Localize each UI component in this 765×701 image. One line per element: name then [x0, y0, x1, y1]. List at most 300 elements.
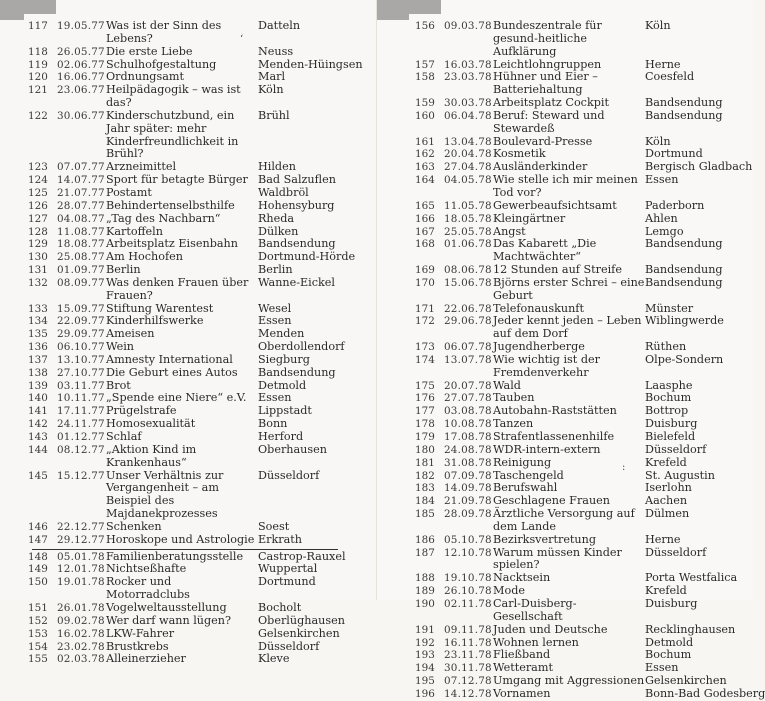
- episode-title: Bundeszentrale für gesund-heitliche Aufklärung: [493, 19, 602, 58]
- episode-location: Ahlen: [645, 211, 678, 225]
- episode-title: Mode: [493, 584, 525, 598]
- episode-date: 27.04.78: [444, 161, 492, 174]
- episode-location: Wanne-Eickel: [258, 275, 335, 289]
- episode-date: 29.09.77: [57, 328, 105, 341]
- episode-location: Dortmund: [645, 147, 703, 161]
- episode-date: 30.03.78: [444, 97, 492, 110]
- episode-number: 160: [415, 109, 435, 122]
- left-page: [0, 0, 377, 666]
- episode-date: 18.05.78: [444, 212, 492, 225]
- episode-location: Iserlohn: [645, 481, 692, 495]
- episode-date: 08.09.77: [57, 276, 105, 289]
- episode-title: Arbeitsplatz Eisenbahn: [106, 237, 238, 251]
- episode-date: 23.11.78: [444, 649, 492, 662]
- episode-location: Köln: [258, 83, 284, 97]
- episode-location: Herford: [258, 430, 304, 443]
- episode-date: 13.10.77: [57, 353, 105, 366]
- episode-title: Kosmetik: [493, 147, 546, 161]
- episode-location: Soest: [258, 519, 290, 533]
- episode-title: 12 Stunden auf Streife: [493, 263, 622, 277]
- episode-number: 176: [415, 392, 435, 405]
- episode-row: [415, 649, 735, 662]
- episode-number: 124: [28, 174, 48, 187]
- episode-title: Geschlagene Frauen: [493, 494, 610, 508]
- episode-number: 133: [28, 302, 48, 315]
- episode-number: 180: [415, 443, 435, 456]
- episode-date: 23.03.78: [444, 71, 492, 84]
- episode-location: Köln: [645, 134, 671, 148]
- episode-location: Essen: [645, 661, 679, 675]
- episode-location: Castrop-Rauxel: [258, 549, 346, 563]
- episode-location: Dülken: [258, 224, 299, 238]
- episode-title: Tanzen: [493, 417, 534, 431]
- episode-title: Berufswahl: [493, 481, 558, 495]
- episode-group-1978-cont: [415, 19, 765, 701]
- episode-date: 19.01.78: [57, 576, 105, 589]
- episode-number: 174: [415, 353, 435, 366]
- episode-row: [28, 20, 346, 46]
- episode-row: [28, 354, 346, 367]
- episode-date: 20.07.78: [444, 379, 492, 392]
- episode-title: Postamt: [106, 185, 152, 199]
- episode-date: 07.07.77: [57, 161, 105, 174]
- episode-number: 159: [415, 97, 435, 110]
- episode-row: [28, 213, 346, 226]
- episode-date: 27.10.77: [57, 366, 105, 379]
- episode-list-right: [415, 19, 765, 701]
- episode-title: Schlaf: [106, 430, 142, 443]
- episode-date: 26.10.78: [444, 585, 492, 598]
- episode-title: LKW-Fahrer: [106, 626, 175, 640]
- episode-title: Amnesty International: [106, 352, 233, 366]
- right-page: [377, 0, 765, 700]
- episode-date: 23.02.78: [57, 640, 105, 653]
- episode-number: 153: [28, 627, 48, 640]
- episode-row: [415, 110, 735, 136]
- episode-location: Bandsendung: [645, 237, 723, 251]
- episode-row: [415, 675, 735, 688]
- episode-location: Köln: [645, 19, 671, 32]
- episode-title: Unser Verhältnis zur Vergangenheit – am Beispiel des Majdanekprozesses: [106, 468, 224, 521]
- episode-date: 18.08.77: [57, 238, 105, 251]
- episode-number: 179: [415, 431, 435, 443]
- episode-location: Oberlüghausen: [258, 613, 345, 627]
- episode-location: Berlin: [258, 263, 293, 277]
- episode-location: Laasphe: [645, 378, 693, 392]
- episode-number: 185: [415, 508, 435, 521]
- episode-date: 15.09.77: [57, 302, 105, 315]
- episode-title: Boulevard-Presse: [493, 134, 593, 148]
- page-corner-tab: [377, 0, 441, 14]
- episode-row: [28, 470, 346, 521]
- episode-date: 21.07.77: [57, 186, 105, 199]
- episode-row: [28, 602, 346, 615]
- episode-location: Bandsendung: [645, 275, 723, 289]
- episode-number: 129: [28, 238, 48, 251]
- episode-location: Rheda: [258, 211, 295, 225]
- episode-title: Kinderschutzbund, ein Jahr später: mehr Kinderfreundlichkeit in Brühl?: [106, 108, 239, 161]
- episode-date: 16.03.78: [444, 58, 492, 71]
- episode-date: 05.01.78: [57, 550, 105, 563]
- episode-title: Am Hochofen: [106, 250, 183, 264]
- episode-title: Autobahn-Raststätten: [493, 404, 617, 418]
- episode-date: 29.06.78: [444, 315, 492, 328]
- episode-number: 117: [28, 20, 48, 32]
- episode-location: Bonn-Bad Godesberg: [645, 686, 765, 700]
- episode-row: [415, 97, 735, 110]
- episode-title: Beruf: Steward und Stewardeß: [493, 108, 605, 135]
- episode-date: 22.12.77: [57, 520, 105, 533]
- episode-date: 22.06.78: [444, 302, 492, 315]
- episode-title: Wein: [106, 340, 134, 354]
- episode-row: [415, 200, 735, 213]
- episode-number: 163: [415, 161, 435, 174]
- episode-number: 144: [28, 443, 48, 456]
- episode-date: 07.12.78: [444, 675, 492, 688]
- episode-number: 151: [28, 601, 48, 614]
- episode-date: 26.05.77: [57, 45, 105, 58]
- episode-title: Telefonauskunft: [493, 301, 584, 315]
- episode-number: 141: [28, 405, 48, 418]
- episode-number: 171: [415, 302, 435, 315]
- episode-number: 136: [28, 341, 48, 354]
- episode-row: [415, 264, 735, 277]
- episode-title: Gewerbeaufsichtsamt: [493, 198, 617, 212]
- episode-row: [28, 444, 346, 470]
- episode-date: 02.03.78: [57, 653, 105, 666]
- episode-number: 165: [415, 199, 435, 212]
- episode-number: 169: [415, 264, 435, 277]
- episode-date: 16.11.78: [444, 636, 492, 649]
- episode-title: Arzneimittel: [106, 160, 177, 174]
- episode-number: 126: [28, 199, 48, 212]
- episode-title: Alleinerzieher: [106, 652, 186, 666]
- episode-date: 30.11.78: [444, 662, 492, 675]
- page-corner-tab: [0, 0, 56, 14]
- episode-number: 119: [28, 58, 48, 71]
- episode-location: Bocholt: [258, 600, 302, 614]
- episode-title: Reinigung: [493, 455, 552, 469]
- episode-number: 192: [415, 636, 435, 649]
- episode-date: 25.05.78: [444, 225, 492, 238]
- episode-number: 118: [28, 45, 48, 58]
- episode-location: Dortmund-Hörde: [258, 250, 356, 264]
- episode-number: 139: [28, 379, 48, 392]
- episode-date: 01.06.78: [444, 238, 492, 251]
- episode-row: [415, 174, 735, 200]
- episode-number: 164: [415, 174, 435, 187]
- scan-speck: ‘: [240, 34, 244, 45]
- episode-title: Stiftung Warentest: [106, 301, 214, 315]
- episode-date: 19.05.77: [57, 20, 105, 32]
- episode-location: Oberdollendorf: [258, 340, 345, 354]
- episode-number: 121: [28, 84, 48, 97]
- episode-row: [28, 110, 346, 161]
- episode-location: Kleve: [258, 652, 290, 666]
- episode-title: Wetteramt: [493, 661, 553, 675]
- episode-date: 03.08.78: [444, 405, 492, 418]
- episode-location: Dortmund: [258, 575, 316, 589]
- episode-location: Bad Salzuflen: [258, 173, 336, 187]
- episode-location: Bottrop: [645, 404, 689, 418]
- episode-location: Aachen: [645, 494, 688, 508]
- episode-title: Schulhofgestaltung: [106, 57, 217, 71]
- episode-row: [415, 354, 735, 380]
- episode-number: 189: [415, 585, 435, 598]
- episode-date: 14.07.77: [57, 174, 105, 187]
- episode-location: St. Augustin: [645, 468, 715, 482]
- episode-title: Carl-Duisberg-Gesellschaft: [493, 596, 577, 623]
- episode-date: 11.08.77: [57, 225, 105, 238]
- episode-location: Bandsendung: [258, 365, 336, 379]
- episode-number: 127: [28, 212, 48, 225]
- episode-number: 156: [415, 20, 435, 32]
- episode-group-1977: [28, 19, 363, 547]
- episode-location: Porta Westfalica: [645, 571, 738, 585]
- episode-title: Leichtlohngruppen: [493, 57, 602, 71]
- episode-title: Kleingärtner: [493, 211, 566, 225]
- episode-location: Bandsendung: [645, 108, 723, 122]
- episode-row: [28, 367, 346, 380]
- episode-title: Warum müssen Kinder spielen?: [493, 545, 622, 572]
- episode-date: 12.10.78: [444, 546, 492, 559]
- episode-title: „Aktion Kind im Krankenhaus“: [106, 442, 197, 469]
- page-corner-tab-step: [0, 14, 24, 20]
- episode-location: Waldbröl: [258, 185, 309, 199]
- episode-location: Duisburg: [645, 596, 698, 610]
- episode-title: Wer darf wann lügen?: [106, 613, 231, 627]
- episode-row: [415, 571, 738, 585]
- episode-number: 188: [415, 572, 435, 585]
- episode-date: 05.10.78: [444, 533, 492, 546]
- episode-title: Was ist der Sinn des Lebens?: [106, 19, 222, 45]
- episode-number: 157: [415, 58, 435, 71]
- episode-date: 10.08.78: [444, 418, 492, 431]
- episode-title: WDR-intern-extern: [493, 442, 601, 456]
- episode-number: 168: [415, 238, 435, 251]
- episode-row: [28, 431, 346, 444]
- episode-date: 25.08.77: [57, 251, 105, 264]
- episode-number: 138: [28, 366, 48, 379]
- episode-number: 158: [415, 71, 435, 84]
- episode-title: Wohnen lernen: [493, 635, 579, 649]
- episode-number: 186: [415, 533, 435, 546]
- episode-number: 161: [415, 135, 435, 148]
- episode-location: Rüthen: [645, 340, 687, 354]
- episode-number: 147: [28, 533, 48, 546]
- episode-title: Das Kabarett „Die Machtwächter“: [493, 237, 597, 264]
- episode-date: 10.11.77: [57, 392, 105, 405]
- episode-title: Prügelstrafe: [106, 404, 177, 418]
- episode-number: 166: [415, 212, 435, 225]
- episode-number: 173: [415, 341, 435, 354]
- episode-date: 21.09.78: [444, 495, 492, 508]
- episode-number: 152: [28, 614, 48, 627]
- episode-title: Juden und Deutsche: [493, 622, 608, 636]
- episode-location: Detmold: [645, 635, 694, 649]
- episode-title: Nacktsein: [493, 571, 551, 585]
- episode-location: Bielefeld: [645, 430, 696, 443]
- episode-location: Bandsendung: [645, 96, 723, 110]
- episode-date: 20.04.78: [444, 148, 492, 161]
- episode-row: [415, 213, 735, 226]
- episode-title: „Tag des Nachbarn“: [106, 211, 221, 225]
- episode-date: 11.05.78: [444, 199, 492, 212]
- episode-date: 09.11.78: [444, 623, 492, 636]
- episode-title: Schenken: [106, 519, 162, 533]
- episode-date: 14.12.78: [444, 687, 492, 700]
- episode-date: 17.11.77: [57, 405, 105, 418]
- episode-title: „Spende eine Niere“ e.V.: [106, 391, 247, 405]
- episode-row: [415, 431, 735, 444]
- episode-date: 02.11.78: [444, 597, 492, 610]
- episode-title: Wie stelle ich mir meinen Tod vor?: [493, 173, 638, 199]
- episode-location: Hilden: [258, 160, 296, 174]
- episode-location: Essen: [258, 314, 292, 328]
- episode-location: Coesfeld: [645, 70, 695, 84]
- episode-row: [28, 628, 346, 641]
- episode-number: 191: [415, 623, 435, 636]
- episode-date: 08.06.78: [444, 264, 492, 277]
- episode-title: Angst: [493, 224, 526, 238]
- episode-row: [28, 341, 346, 354]
- episode-date: 02.06.77: [57, 58, 105, 71]
- episode-date: 31.08.78: [444, 456, 492, 469]
- episode-location: Münster: [645, 301, 694, 315]
- episode-number: 137: [28, 353, 48, 366]
- episode-location: Bandsendung: [258, 237, 336, 251]
- episode-title: Wie wichtig ist der Fremdenverkehr: [493, 352, 600, 379]
- episode-number: 155: [28, 653, 48, 666]
- episode-title: Kinderhilfswerke: [106, 314, 204, 328]
- episode-title: Jeder kennt jeden – Leben auf dem Dorf: [493, 314, 642, 341]
- episode-date: 29.12.77: [57, 533, 105, 546]
- episode-number: 125: [28, 186, 48, 199]
- episode-row: [415, 238, 735, 264]
- episode-location: Marl: [258, 70, 286, 84]
- episode-title: Fließband: [493, 648, 551, 662]
- episode-row: [415, 547, 735, 573]
- episode-title: Vogelweltausstellung: [106, 600, 227, 614]
- episode-date: 08.12.77: [57, 443, 105, 456]
- episode-row: [28, 200, 346, 213]
- episode-location: Wuppertal: [258, 562, 318, 576]
- episode-date: 17.08.78: [444, 431, 492, 443]
- episode-number: 195: [415, 675, 435, 688]
- episode-row: [28, 250, 356, 264]
- episode-title: Umgang mit Aggressionen: [493, 674, 645, 688]
- episode-date: 06.07.78: [444, 341, 492, 354]
- episode-number: 170: [415, 276, 435, 289]
- episode-location: Herne: [645, 532, 681, 546]
- episode-number: 140: [28, 392, 48, 405]
- episode-location: Krefeld: [645, 455, 687, 469]
- episode-date: 01.12.77: [57, 431, 105, 443]
- episode-date: 13.07.78: [444, 353, 492, 366]
- episode-title: Sport für betagte Bürger: [106, 173, 248, 187]
- episode-location: Essen: [258, 391, 292, 405]
- episode-location: Düsseldorf: [258, 468, 320, 482]
- episode-number: 167: [415, 225, 435, 238]
- episode-location: Paderborn: [645, 198, 705, 212]
- episode-location: Olpe-Sondern: [645, 352, 724, 366]
- episode-date: 19.10.78: [444, 572, 492, 585]
- episode-date: 15.12.77: [57, 469, 105, 482]
- episode-date: 03.11.77: [57, 379, 105, 392]
- episode-title: Homosexualität: [106, 417, 196, 431]
- episode-date: 15.06.78: [444, 276, 492, 289]
- episode-date: 23.06.77: [57, 84, 105, 97]
- episode-number: 194: [415, 662, 435, 675]
- episode-number: 184: [415, 495, 435, 508]
- episode-title: Kartoffeln: [106, 224, 163, 238]
- episode-row: [28, 641, 346, 654]
- episode-location: Oberhausen: [258, 442, 327, 456]
- episode-number: 132: [28, 276, 48, 289]
- episode-location: Essen: [645, 173, 679, 187]
- episode-number: 150: [28, 576, 48, 589]
- episode-number: 142: [28, 418, 48, 431]
- episode-location: Recklinghausen: [645, 622, 736, 636]
- episode-location: Düsseldorf: [645, 545, 707, 559]
- episode-date: 28.09.78: [444, 508, 492, 521]
- episode-location: Dülmen: [645, 507, 690, 521]
- episode-number: 154: [28, 640, 48, 653]
- episode-location: Wesel: [258, 301, 292, 315]
- episode-title: Die erste Liebe: [106, 44, 193, 58]
- episode-row: [28, 57, 363, 72]
- episode-number: 122: [28, 109, 48, 122]
- episode-location: Erkrath: [258, 532, 303, 546]
- episode-date: 14.09.78: [444, 482, 492, 495]
- episode-location: Menden-Hüingsen: [258, 57, 363, 71]
- episode-number: 182: [415, 469, 435, 482]
- episode-title: Jugendherberge: [493, 340, 585, 354]
- episode-list-left: [28, 19, 363, 666]
- episode-number: 145: [28, 469, 48, 482]
- episode-number: 130: [28, 251, 48, 264]
- episode-number: 148: [28, 550, 48, 563]
- episode-number: 134: [28, 315, 48, 328]
- episode-title: Hühner und Eier – Batteriehaltung: [493, 70, 598, 97]
- episode-row: [415, 624, 735, 637]
- episode-row: [415, 598, 735, 624]
- episode-row: [415, 457, 735, 470]
- episode-location: Bandsendung: [645, 263, 723, 277]
- episode-title: Björns erster Schrei – eine Geburt: [493, 275, 645, 302]
- episode-number: 131: [28, 264, 48, 277]
- episode-title: Horoskope und Astrologie: [106, 532, 255, 546]
- episode-location: Brühl: [258, 108, 290, 122]
- episode-number: 178: [415, 418, 435, 431]
- episode-number: 172: [415, 315, 435, 328]
- episode-location: Gelsenkirchen: [258, 626, 340, 640]
- scan-speck: :: [622, 462, 626, 473]
- episode-date: 07.09.78: [444, 469, 492, 482]
- episode-title: Arbeitsplatz Cockpit: [493, 96, 609, 110]
- episode-location: Menden: [258, 327, 305, 341]
- episode-row: [415, 341, 735, 354]
- episode-row: [28, 534, 346, 547]
- episode-date: 30.06.77: [57, 109, 105, 122]
- episode-title: Taschengeld: [493, 468, 564, 482]
- episode-title: Behindertenselbsthilfe: [106, 198, 235, 212]
- episode-date: 06.04.78: [444, 109, 492, 122]
- episode-number: 190: [415, 597, 435, 610]
- episode-date: 09.03.78: [444, 20, 492, 32]
- episode-row: [28, 264, 346, 277]
- episode-number: 177: [415, 405, 435, 418]
